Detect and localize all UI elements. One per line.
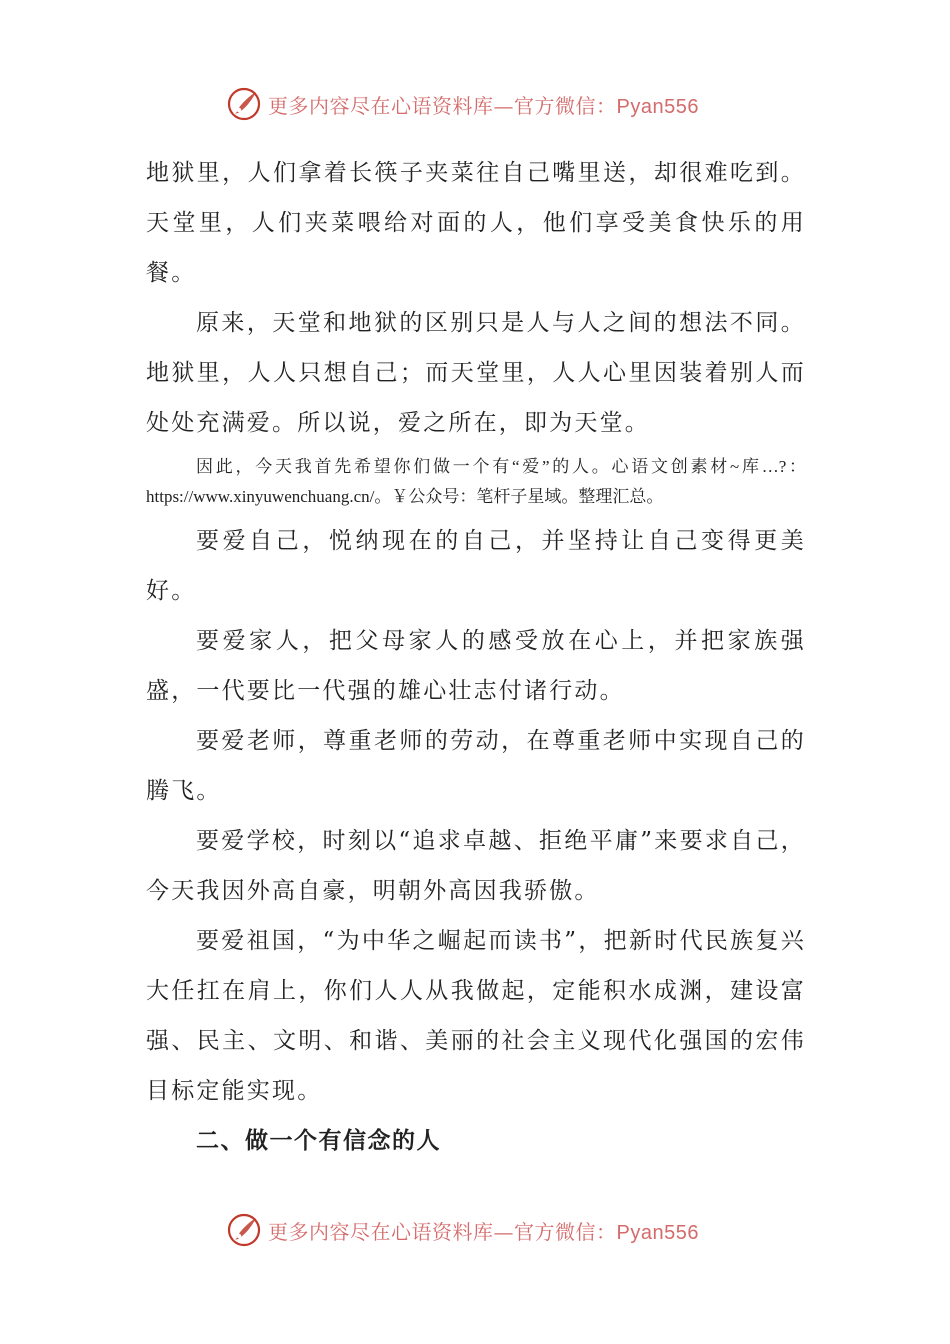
paragraph-watermark-note: 因此，今天我首先希望你们做一个有“爱”的人。心语文创素材~库…?：https://www.xinyuwenchuang.cn/。￥公众号：笔杆子星域。整理汇总。 — [146, 457, 806, 506]
section-heading: 二、做一个有信念的人 — [196, 1127, 441, 1154]
footer-banner — [226, 1210, 746, 1250]
paragraph: 要爱老师，尊重老师的劳动，在尊重老师中实现自己的腾飞。 — [146, 728, 806, 804]
banner-wechat-id: Pyan556 — [616, 1221, 699, 1244]
banner-text — [268, 90, 699, 119]
banner-text — [268, 1216, 699, 1245]
paragraph: 要爱学校，时刻以“追求卓越、拒绝平庸”来要求自己，今天我因外高自豪，明朝外高因我骄傲。 — [146, 828, 806, 904]
feather-pen-logo-icon — [226, 86, 262, 122]
paragraph: 地狱里，人们拿着长筷子夹菜往自己嘴里送，却很难吃到。天堂里，人们夹菜喂给对面的人，他们享受美食快乐的用餐。 — [146, 160, 806, 286]
header-banner — [226, 84, 746, 124]
banner-main: 更多内容尽在心语资料库— — [268, 1219, 514, 1244]
banner-main: 更多内容尽在心语资料库— — [268, 93, 514, 118]
feather-pen-logo-icon — [226, 1212, 262, 1248]
banner-label: 官方微信： — [514, 93, 617, 118]
document-body — [146, 148, 806, 1166]
paragraph: 要爱自己，悦纳现在的自己，并坚持让自己变得更美好。 — [146, 528, 806, 604]
paragraph: 要爱家人，把父母家人的感受放在心上，并把家族强盛，一代要比一代强的雄心壮志付诸行动。 — [146, 628, 806, 704]
banner-label: 官方微信： — [514, 1219, 617, 1244]
banner-wechat-id: Pyan556 — [616, 95, 699, 118]
paragraph: 原来，天堂和地狱的区别只是人与人之间的想法不同。地狱里，人人只想自己；而天堂里，人人心里因装着别人而处处充满爱。所以说，爱之所在，即为天堂。 — [146, 310, 806, 436]
paragraph: 要爱祖国，“为中华之崛起而读书”，把新时代民族复兴大任扛在肩上，你们人人从我做起，定能积水成渊，建设富强、民主、文明、和谐、美丽的社会主义现代化强国的宏伟目标定能实现。 — [146, 928, 806, 1104]
